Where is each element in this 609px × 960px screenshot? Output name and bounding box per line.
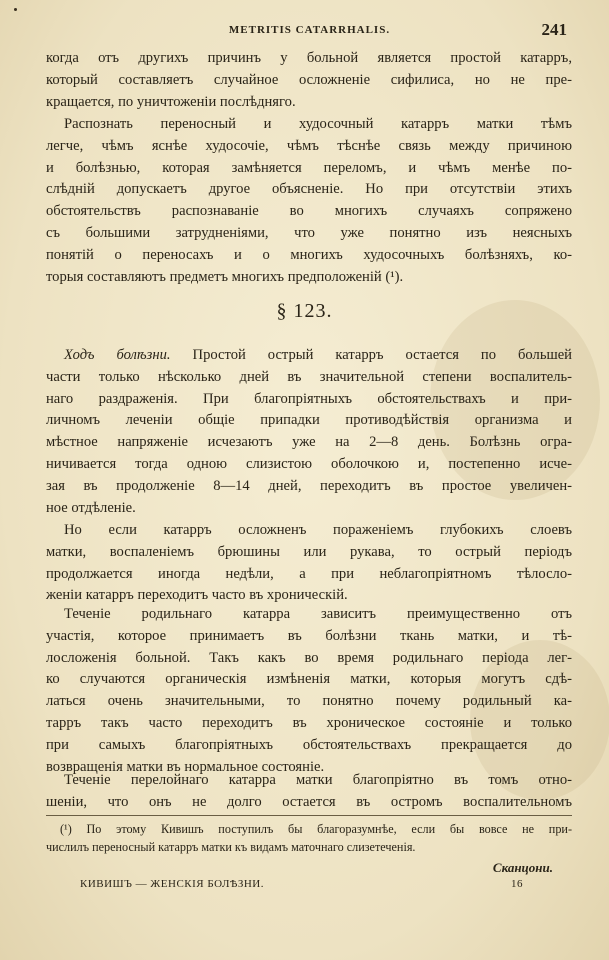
footnote-rule bbox=[46, 815, 572, 816]
footer-title: КИВИШЪ — ЖЕНСКІЯ БОЛѢЗНИ. bbox=[80, 878, 264, 890]
text-line bbox=[46, 345, 572, 367]
text-line: легче, чѣмъ яснѣе худосочіе, чѣмъ тѣснѣе связь между причиною bbox=[46, 137, 572, 154]
paragraph-3 bbox=[46, 345, 572, 519]
text-line: понятій о переносахъ и о многихъ худосочныхъ болѣзняхъ, ко- bbox=[46, 246, 572, 263]
text-line: слѣднiй допускаетъ другое объясненіе. Но при отсутствіи этихъ bbox=[46, 181, 572, 198]
text-line: личномъ леченіи общіе припадки противодѣйствія организма и bbox=[46, 412, 572, 429]
page-header bbox=[46, 22, 573, 40]
text-line: наго раздраженія. При благопріятныхъ обстоятельствахъ и при- bbox=[46, 390, 572, 407]
text-line: ко случаются органическія измѣненія матки, которыя могутъ сдѣ- bbox=[46, 671, 572, 688]
text-line: возвращенія матки въ нормальное состояніе. bbox=[46, 758, 325, 775]
text-line: при самыхъ благопріятныхъ обстоятельствахъ прекращается до bbox=[46, 736, 572, 753]
page-number: 241 bbox=[541, 20, 567, 39]
text-line: Теченіе перелойнаго катарра матки благопріятно въ томъ отно- bbox=[64, 772, 572, 788]
paragraph-5 bbox=[46, 604, 572, 778]
footnote-signature: Сканцони. bbox=[492, 860, 553, 875]
text-line: Но если катарръ осложненъ пораженіемъ глубокихъ слоевъ bbox=[64, 522, 572, 538]
text-line: зая въ продолженіе 8—14 дней, переходитъ въ простое увеличен- bbox=[46, 477, 572, 494]
text-line: Теченіе родильнаго катарра зависитъ преимущественно отъ bbox=[64, 606, 572, 622]
text-line: продолжается иногда недѣли, а при неблагопріятномъ тѣлосло- bbox=[46, 565, 572, 582]
text-line: торыя составляютъ предметъ многихъ предположеній (¹). bbox=[46, 268, 404, 285]
text-line: Распознать переносный и худосочный катарръ матки тѣмъ bbox=[64, 116, 572, 132]
paragraph-2 bbox=[46, 114, 572, 288]
text-line: ное отдѣленіе. bbox=[46, 499, 136, 516]
text-line: тарръ такъ часто переходитъ въ хроническое состояніе и только bbox=[46, 714, 572, 731]
text-line: когда отъ другихъ причинъ у больной является простой катарръ, bbox=[46, 50, 572, 66]
paragraph-6 bbox=[46, 770, 572, 814]
paragraph-lead: Ходъ болѣзни. bbox=[64, 347, 171, 363]
signature-mark: 16 bbox=[511, 878, 523, 890]
section-heading: § 123. bbox=[276, 300, 333, 322]
running-title: METRITIS CATARRHALIS. bbox=[228, 24, 391, 36]
footnote bbox=[46, 820, 572, 856]
text-run: Простой острый катарръ остается по большей bbox=[170, 347, 572, 363]
text-line: кращается, по уничтоженіи послѣдняго. bbox=[46, 93, 296, 110]
text-line: который составляетъ случайное осложненіе сифилиса, но не пре- bbox=[46, 71, 572, 88]
text-line: женіи катарръ переходитъ часто въ хроническій. bbox=[46, 587, 348, 604]
text-line: мѣстное напряженіе исчезаютъ уже на 2—8 день. Болѣзнь огра- bbox=[46, 434, 572, 451]
paragraph-1 bbox=[46, 48, 572, 113]
text-line: участія, которое принимаетъ въ болѣзни ткань матки, и тѣ- bbox=[46, 627, 572, 644]
text-line: и болѣзнью, которая замѣняется переломъ, и чѣмъ менѣе по- bbox=[46, 159, 572, 176]
text-line: ничивается тогда одною слизистою оболочкою и, постепенно исче- bbox=[46, 455, 572, 472]
text-line: шеніи, что онъ не долго остается въ остромъ воспалительномъ bbox=[46, 793, 572, 810]
page-footer bbox=[80, 878, 523, 894]
text-line: обстоятельствъ распознаванiе во многихъ случаяхъ сопряжено bbox=[46, 203, 572, 220]
text-line: части только нѣсколько дней въ значительной степени воспалитель- bbox=[46, 368, 572, 385]
text-line: лосложенія больной. Такъ какъ во время родильнаго періода лег- bbox=[46, 649, 572, 666]
ink-dot bbox=[14, 8, 17, 11]
text-line: съ большими затрудненіями, что уже понятно изъ неясныхъ bbox=[46, 224, 572, 241]
paragraph-4 bbox=[46, 520, 572, 607]
text-line: матки, воспаленіемъ брюшины или рукава, то острый періодъ bbox=[46, 543, 572, 560]
text-line: латься очень значительными, то понятно почему родильный ка- bbox=[46, 693, 572, 710]
footnote-line: (¹) По этому Кивишъ поступилъ бы благоразумнѣе, если бы вовсе не при- bbox=[60, 822, 572, 836]
footnote-line: числилъ переносный катарръ матки къ видамъ маточнаго слизетеченія. bbox=[46, 840, 416, 854]
